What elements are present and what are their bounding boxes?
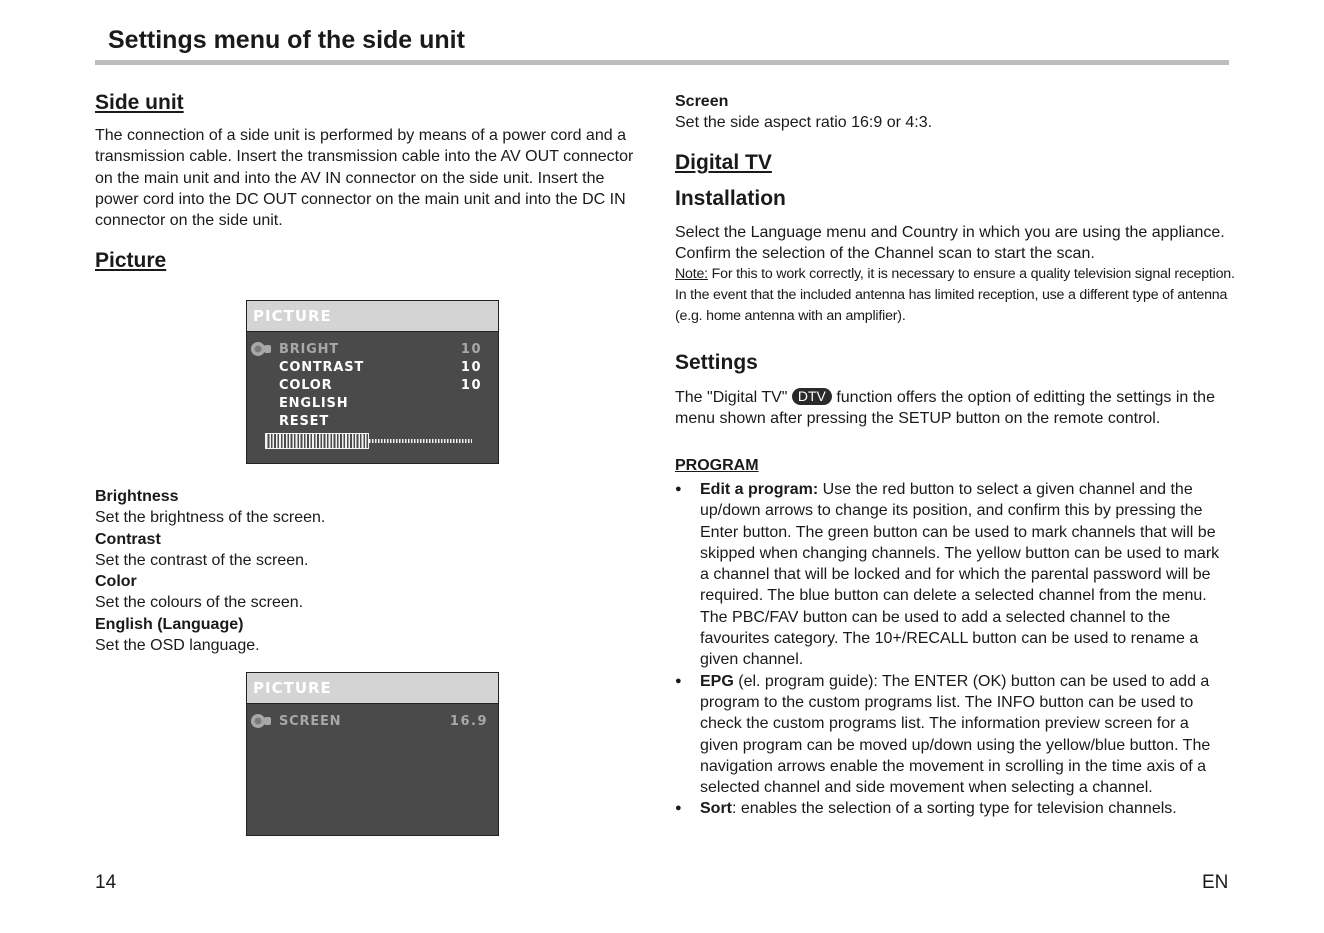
term-screen: Screen (675, 93, 729, 110)
desc-language: Set the OSD language. (95, 637, 260, 655)
page-number: 14 (95, 872, 117, 893)
note-text: For this to work correctly, it is necessary to ensure a quality television signal reception. In the event that the included antenna has limited reception, use a different type of antenna (e.g. home antenna with an amplifier). (675, 266, 1235, 324)
osd-title: PICTURE (247, 673, 498, 704)
list-item (675, 671, 1230, 799)
side-unit-heading: Side unit (95, 91, 184, 114)
item-text: (el. program guide): The ENTER (OK) button can be used to add a program to the custom programs list. The INFO button can be used to check the custom programs list. The information preview screen for a given program can be moved up/down using the yellow/blue button. The navigation arrows enable the movement in scrolling in the time axis of a selected channel and side movement when selecting a channel. (700, 672, 1211, 797)
installation-paragraph: Select the Language menu and Country in which you are using the appliance. Confirm the selection of the Channel scan to start the scan. (675, 224, 1225, 263)
osd-screen-menu (246, 672, 499, 836)
osd-level-bar-filled (265, 433, 369, 449)
installation-note (675, 264, 1235, 327)
osd-level-bar-empty (369, 439, 472, 443)
settings-text-before: The "Digital TV" (675, 389, 792, 406)
osd-title: PICTURE (247, 301, 498, 332)
osd-row-screen: SCREEN (279, 714, 342, 729)
osd-value-color: 10 (460, 378, 482, 393)
settings-paragraph (675, 387, 1235, 430)
osd-row-bright: BRIGHT (279, 342, 339, 357)
program-heading: PROGRAM (675, 457, 759, 474)
term-brightness: Brightness (95, 488, 179, 505)
desc-contrast: Set the contrast of the screen. (95, 551, 309, 569)
camera-icon (249, 713, 271, 729)
item-text: : enables the selection of a sorting type for television channels. (732, 800, 1177, 818)
osd-picture-menu (246, 300, 499, 464)
side-unit-paragraph: The connection of a side unit is performed by means of a power cord and a transmission cable. Insert the transmission cable into the AV OUT connector on the main unit and into the AV IN connector on the side unit. Insert the power cord into the DC OUT connector on the main unit and into the DC IN connector on the side unit. (95, 127, 634, 230)
list-item (675, 479, 1230, 671)
screen-section (675, 91, 1230, 134)
note-label: Note: (675, 266, 708, 282)
term-contrast: Contrast (95, 530, 161, 548)
osd-row-english: ENGLISH (279, 396, 349, 411)
settings-heading: Settings (675, 351, 758, 374)
item-text: Use the red button to select a given channel and the up/down arrows to change its position, and confirm this by pressing the Enter button. The green button can be used to mark channels that will be skipped when changing channels. The yellow button can be used to mark a channel that will be locked and for which the parental password will be required. The blue button can delete a selected channel from the menu. The PBC/FAV button can be used to add a selected channel to the favourites category. The 10+/RECALL button can be used to rename a given channel. (700, 481, 1220, 669)
osd-row-reset: RESET (279, 414, 330, 429)
camera-icon (249, 341, 271, 357)
term-color: Color (95, 573, 137, 591)
desc-color: Set the colours of the screen. (95, 594, 304, 612)
picture-definitions (95, 486, 635, 656)
list-item (675, 798, 1230, 819)
item-term: Sort (700, 800, 732, 818)
installation-heading: Installation (675, 187, 786, 210)
settings-text-after: function offers the option of editting the settings in the menu shown after pressing the SETUP button on the remote control. (675, 389, 1215, 428)
osd-row-contrast: CONTRAST (279, 360, 365, 375)
title-divider (95, 60, 1229, 65)
language-code: EN (1202, 872, 1229, 893)
item-term: EPG (700, 672, 734, 690)
dtv-badge: DTV (792, 388, 832, 405)
digital-tv-heading: Digital TV (675, 151, 772, 174)
osd-value-contrast: 10 (460, 360, 482, 375)
page-title: Settings menu of the side unit (108, 26, 465, 54)
picture-heading: Picture (95, 249, 167, 272)
osd-row-color: COLOR (279, 378, 333, 393)
osd-value-screen: 16.9 (449, 714, 488, 729)
program-list (675, 479, 1230, 820)
osd-value-bright: 10 (460, 342, 482, 357)
desc-brightness: Set the brightness of the screen. (95, 509, 326, 527)
item-term: Edit a program: (700, 481, 819, 498)
term-language: English (Language) (95, 615, 244, 633)
desc-screen: Set the side aspect ratio 16:9 or 4:3. (675, 114, 933, 132)
